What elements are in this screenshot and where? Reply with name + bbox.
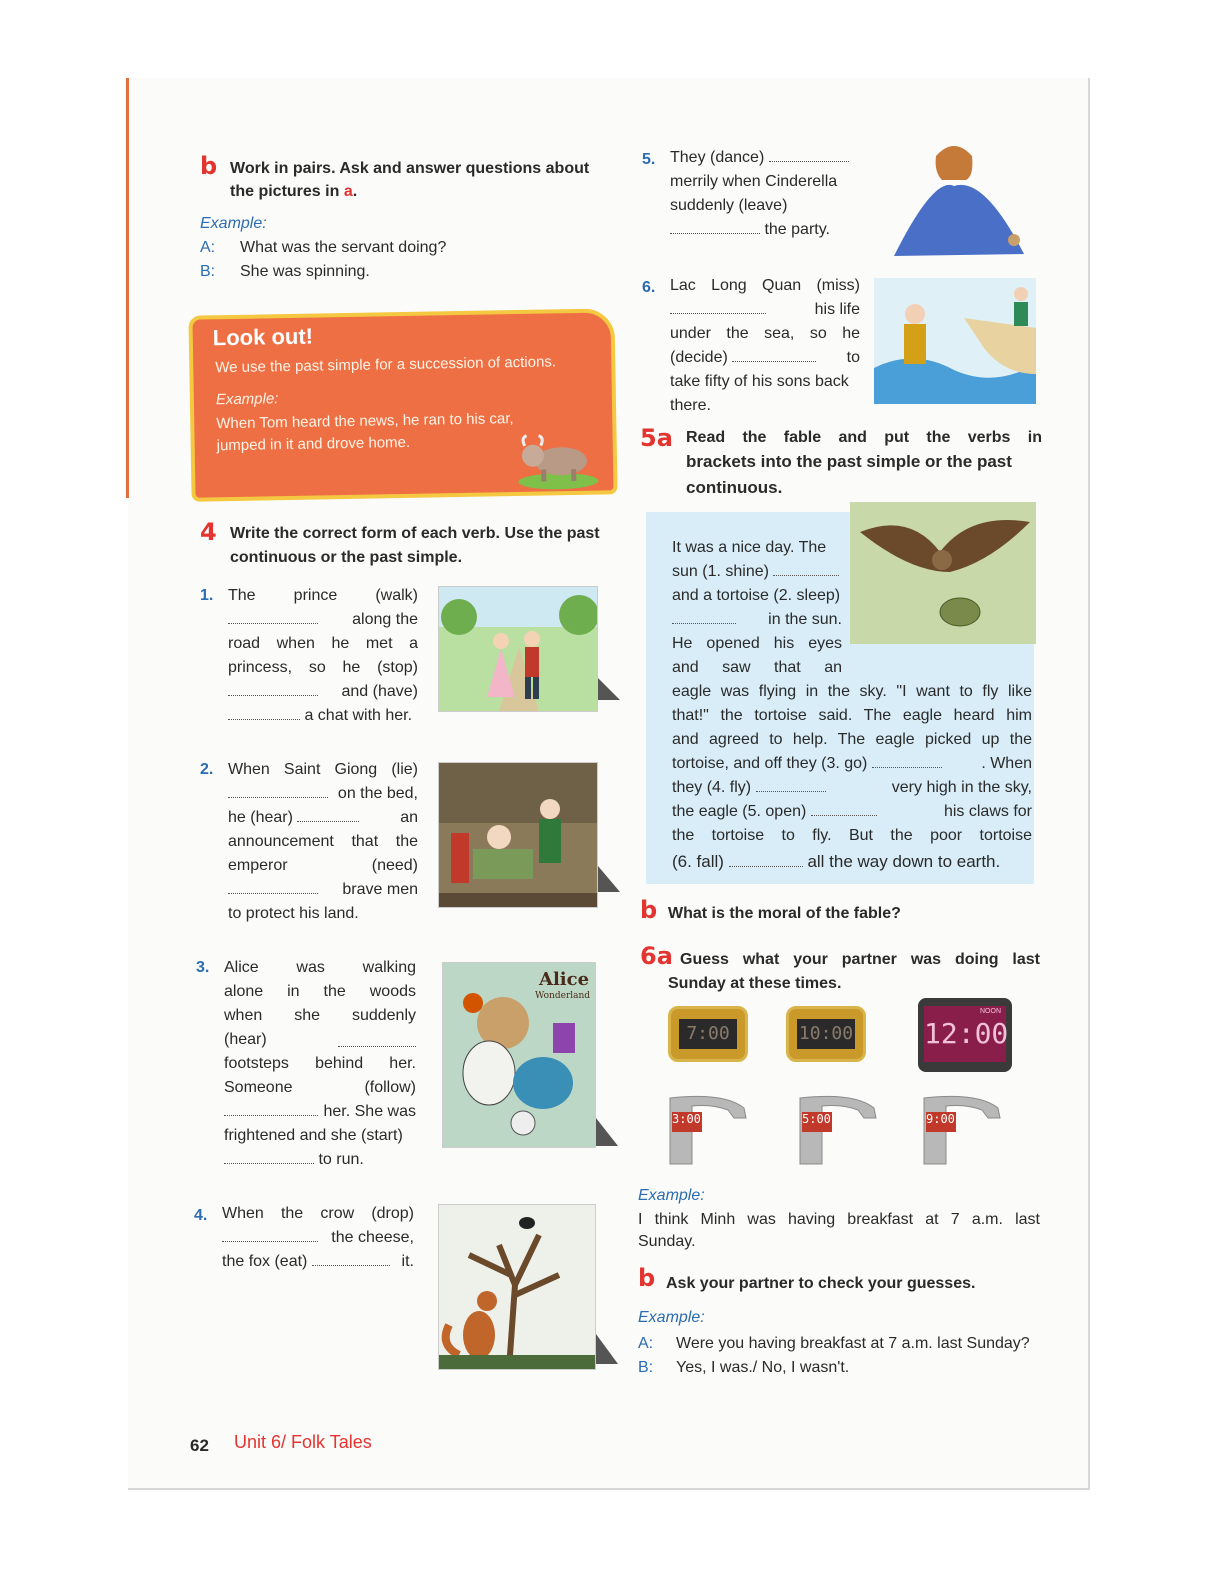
clock-7am xyxy=(668,1006,748,1062)
clock-time: 12:00 xyxy=(924,1006,1006,1062)
crow-fox-picture xyxy=(438,1204,596,1370)
speaker-b-label: B: xyxy=(200,263,216,280)
alice-cover-title: Alice xyxy=(539,969,590,990)
item-5-text: the party. xyxy=(764,221,830,238)
answer-blank[interactable] xyxy=(228,893,318,894)
clock-10am xyxy=(786,1006,866,1062)
exercise-6b-example-label: Example: xyxy=(638,1309,705,1326)
story-line: and saw that an xyxy=(672,659,842,676)
speaker-b-text: She was spinning. xyxy=(240,263,370,280)
exercise-6b-letter: b xyxy=(638,1264,656,1292)
answer-blank[interactable] xyxy=(670,313,766,314)
exercise-6-number: 6 xyxy=(640,942,657,970)
story-line xyxy=(672,800,1032,824)
item-6-line: there. xyxy=(670,397,711,414)
item-5-number: 5. xyxy=(642,151,656,168)
clock-time: 7:00 xyxy=(679,1019,737,1049)
story-line: It was a nice day. The xyxy=(672,539,827,556)
page-corner-arrow xyxy=(598,678,620,700)
bent-clock-5 xyxy=(794,1088,884,1168)
item-2-text: brave men xyxy=(342,881,418,898)
example-label: Example: xyxy=(200,215,267,232)
item-3-line: Alice was walking xyxy=(224,959,416,976)
exercise-6a-instruction-2: Sunday at these times. xyxy=(668,975,842,992)
story-line xyxy=(672,776,1032,800)
item-3-number: 3. xyxy=(196,959,210,976)
exercise-4-number: 4 xyxy=(200,518,217,546)
exercise-6a-example-line-1: I think Minh was having breakfast at 7 a.m. last xyxy=(638,1211,1040,1228)
clock-time-3: 3:00 xyxy=(672,1112,701,1126)
exercise-6b-a-label: A: xyxy=(638,1335,654,1352)
item-5-line xyxy=(670,218,860,242)
item-6-line: take fifty of his sons back xyxy=(670,373,849,390)
exercise-6b-a-text: Were you having breakfast at 7 a.m. last Sunday? xyxy=(676,1335,1030,1352)
noon-label: NOON xyxy=(980,1008,1001,1015)
exercise-6a-example-line-2: Sunday. xyxy=(638,1233,696,1250)
item-3-line xyxy=(224,1148,416,1172)
story-text: in the sun. xyxy=(768,611,842,628)
story-text: the eagle (5. open) xyxy=(672,803,807,820)
page-number: 62 xyxy=(190,1436,209,1455)
item-2-line: emperor (need) xyxy=(228,857,418,874)
answer-blank[interactable] xyxy=(224,1115,318,1116)
story-text: (6. fall) xyxy=(672,852,724,871)
speaker-a-label: A: xyxy=(200,239,216,256)
story-line xyxy=(672,560,839,584)
exercise-6b-b-text: Yes, I was./ No, I wasn't. xyxy=(676,1359,850,1376)
answer-blank[interactable] xyxy=(729,866,803,867)
exercise-4-instruction-1: Write the correct form of each verb. Use the past xyxy=(230,525,600,542)
item-6-text: to xyxy=(846,349,860,366)
item-3-line: alone in the woods xyxy=(224,983,416,1000)
eagle-tortoise-picture xyxy=(850,502,1036,644)
item-2-line: to protect his land. xyxy=(228,905,359,922)
item-2-text: he (hear) xyxy=(228,809,293,826)
answer-blank[interactable] xyxy=(228,719,300,720)
page-corner-arrow xyxy=(596,1118,618,1146)
item-5-line: suddenly (leave) xyxy=(670,197,788,214)
story-text: sun (1. shine) xyxy=(672,563,769,580)
item-3-line: frightened and she (start) xyxy=(224,1127,403,1144)
story-text: tortoise, and off they (3. go) xyxy=(672,755,868,772)
story-line: that!" the tortoise said. The eagle heard him xyxy=(672,707,1032,724)
item-2-line: When Saint Giong (lie) xyxy=(228,761,418,778)
story-text: very high in the sky, xyxy=(891,779,1032,796)
item-3-text: (hear) xyxy=(224,1031,267,1048)
story-line: and agreed to help. The eagle picked up the xyxy=(672,731,1032,748)
item-2-line xyxy=(228,782,418,806)
answer-blank[interactable] xyxy=(224,1163,314,1164)
story-line: He opened his eyes xyxy=(672,635,842,652)
item-3-line: Someone (follow) xyxy=(224,1079,416,1096)
answer-blank[interactable] xyxy=(228,695,318,696)
item-2-number: 2. xyxy=(200,761,214,778)
item-4-line xyxy=(222,1250,414,1274)
item-3-line: footsteps behind her. xyxy=(224,1055,416,1072)
item-3-text: to run. xyxy=(318,1151,364,1168)
item-4-line xyxy=(222,1226,414,1250)
exercise-6b-b-label: B: xyxy=(638,1359,654,1376)
exercise-4-instruction-2: continuous or the past simple. xyxy=(230,549,463,566)
item-2-text: on the bed, xyxy=(337,785,418,802)
item-1-text: along the xyxy=(352,611,418,628)
item-5-line: merrily when Cinderella xyxy=(670,173,838,190)
exercise-6b-instruction: Ask your partner to check your guesses. xyxy=(666,1275,976,1292)
prince-princess-picture xyxy=(438,586,598,712)
story-text: . When xyxy=(981,755,1032,772)
look-out-example-line-2: jumped in it and drove home. xyxy=(216,433,411,455)
item-2-line: announcement that the xyxy=(228,833,418,850)
item-5-text: They (dance) xyxy=(670,149,765,166)
exercise-6-letter: a xyxy=(656,942,673,970)
exercise-6a-example-label: Example: xyxy=(638,1187,705,1204)
instruction-text: the pictures in xyxy=(230,183,340,200)
answer-blank[interactable] xyxy=(872,767,942,768)
bent-clock-9 xyxy=(918,1088,1008,1168)
answer-blank[interactable] xyxy=(769,161,849,162)
ref-letter: a xyxy=(343,183,353,200)
look-out-box xyxy=(188,308,617,501)
item-6-line xyxy=(670,346,860,370)
item-4-number: 4. xyxy=(194,1207,208,1224)
item-4-text: the cheese, xyxy=(331,1229,414,1246)
item-1-number: 1. xyxy=(200,587,214,604)
bent-clock-3 xyxy=(664,1088,754,1168)
page-corner-arrow xyxy=(596,1334,618,1364)
exercise-6a-instruction-1: Guess what your partner was doing last xyxy=(680,951,1040,968)
item-6-line: under the sea, so he xyxy=(670,325,860,342)
item-3-line xyxy=(224,1100,416,1124)
answer-blank[interactable] xyxy=(756,791,826,792)
item-1-line xyxy=(228,704,418,728)
clock-time-9: 9:00 xyxy=(926,1112,955,1126)
exercise-5-number: 5 xyxy=(640,424,657,452)
story-text: all the way down to earth. xyxy=(807,852,1001,871)
item-4-text: it. xyxy=(401,1253,414,1270)
answer-blank[interactable] xyxy=(297,821,359,822)
item-1-text: a chat with her. xyxy=(304,707,413,724)
exercise-5a-number xyxy=(640,424,673,452)
answer-blank[interactable] xyxy=(672,623,736,624)
story-text: they (4. fly) xyxy=(672,779,752,796)
footer-unit: Unit 6/ Folk Tales xyxy=(234,1432,372,1452)
answer-blank[interactable] xyxy=(312,1265,390,1266)
exercise-5b-letter: b xyxy=(640,896,658,924)
item-1-line: road when he met a xyxy=(228,635,418,652)
page-corner-arrow xyxy=(598,866,620,892)
lac-long-quan-picture xyxy=(874,278,1036,404)
item-1-line xyxy=(228,680,418,704)
exercise-3b-instruction-2: the pictures in a. xyxy=(230,183,358,200)
alice-book-cover xyxy=(442,962,596,1148)
look-out-example-line-1: When Tom heard the news, he ran to his car, xyxy=(216,410,514,433)
item-1-line: princess, so he (stop) xyxy=(228,659,418,676)
story-text: his claws for xyxy=(943,803,1032,820)
clock-time: 10:00 xyxy=(797,1019,855,1049)
exercise-5a-instruction-2: brackets into the past simple or the past xyxy=(686,452,1012,471)
exercise-5-letter: a xyxy=(656,424,673,452)
clock-time-5: 5:00 xyxy=(802,1112,831,1126)
speaker-a-text: What was the servant doing? xyxy=(240,239,447,256)
story-line xyxy=(672,608,842,632)
page-edge-mark xyxy=(126,78,129,498)
item-2-text: an xyxy=(400,809,418,826)
exercise-5a-instruction-3: continuous. xyxy=(686,478,783,497)
answer-blank[interactable] xyxy=(228,623,318,624)
item-4-text: the fox (eat) xyxy=(222,1253,308,1270)
look-out-title: Look out! xyxy=(212,323,314,351)
exercise-5b-instruction: What is the moral of the fable? xyxy=(668,905,901,922)
story-line: and a tortoise (2. sleep) xyxy=(672,587,841,604)
exercise-3b-letter: b xyxy=(200,152,218,180)
story-line xyxy=(672,752,1032,776)
answer-blank[interactable] xyxy=(732,361,816,362)
clock-noon xyxy=(918,998,1012,1072)
look-out-rule: We use the past simple for a succession of actions. xyxy=(215,353,557,377)
item-1-line xyxy=(228,608,418,632)
item-6-number: 6. xyxy=(642,279,656,296)
item-6-line xyxy=(670,298,860,322)
answer-blank[interactable] xyxy=(773,575,839,576)
item-1-text: and (have) xyxy=(341,683,418,700)
exercise-5a-instruction-1: Read the fable and put the verbs in xyxy=(686,429,1042,446)
alice-cover-subtitle: Wonderland xyxy=(535,991,591,1001)
exercise-6a-number xyxy=(640,942,673,970)
item-6-text: his life xyxy=(814,301,860,318)
cinderella-picture xyxy=(874,136,1036,258)
answer-blank[interactable] xyxy=(338,1046,416,1047)
item-3-line: when she suddenly xyxy=(224,1007,416,1024)
item-6-text: (decide) xyxy=(670,349,728,366)
answer-blank[interactable] xyxy=(670,233,760,234)
story-line: eagle was flying in the sky. "I want to fly like xyxy=(672,683,1032,700)
item-5-line xyxy=(670,146,860,170)
answer-blank[interactable] xyxy=(222,1241,318,1242)
answer-blank[interactable] xyxy=(228,797,328,798)
item-2-line xyxy=(228,806,418,830)
item-3-line xyxy=(224,1028,416,1052)
item-6-line: Lac Long Quan (miss) xyxy=(670,277,860,294)
look-out-example-label: Example: xyxy=(215,390,279,409)
story-line: the tortoise to fly. But the poor tortoise xyxy=(672,827,1032,844)
exercise-3b-instruction-1: Work in pairs. Ask and answer questions about xyxy=(230,160,590,177)
saint-giong-picture xyxy=(438,762,598,908)
buffalo-illustration xyxy=(512,431,603,493)
answer-blank[interactable] xyxy=(811,815,877,816)
story-line xyxy=(672,850,1032,874)
item-2-line xyxy=(228,878,418,902)
item-4-line: When the crow (drop) xyxy=(222,1205,414,1222)
item-1-line: The prince (walk) xyxy=(228,587,418,604)
item-3-text: her. She was xyxy=(323,1103,416,1120)
